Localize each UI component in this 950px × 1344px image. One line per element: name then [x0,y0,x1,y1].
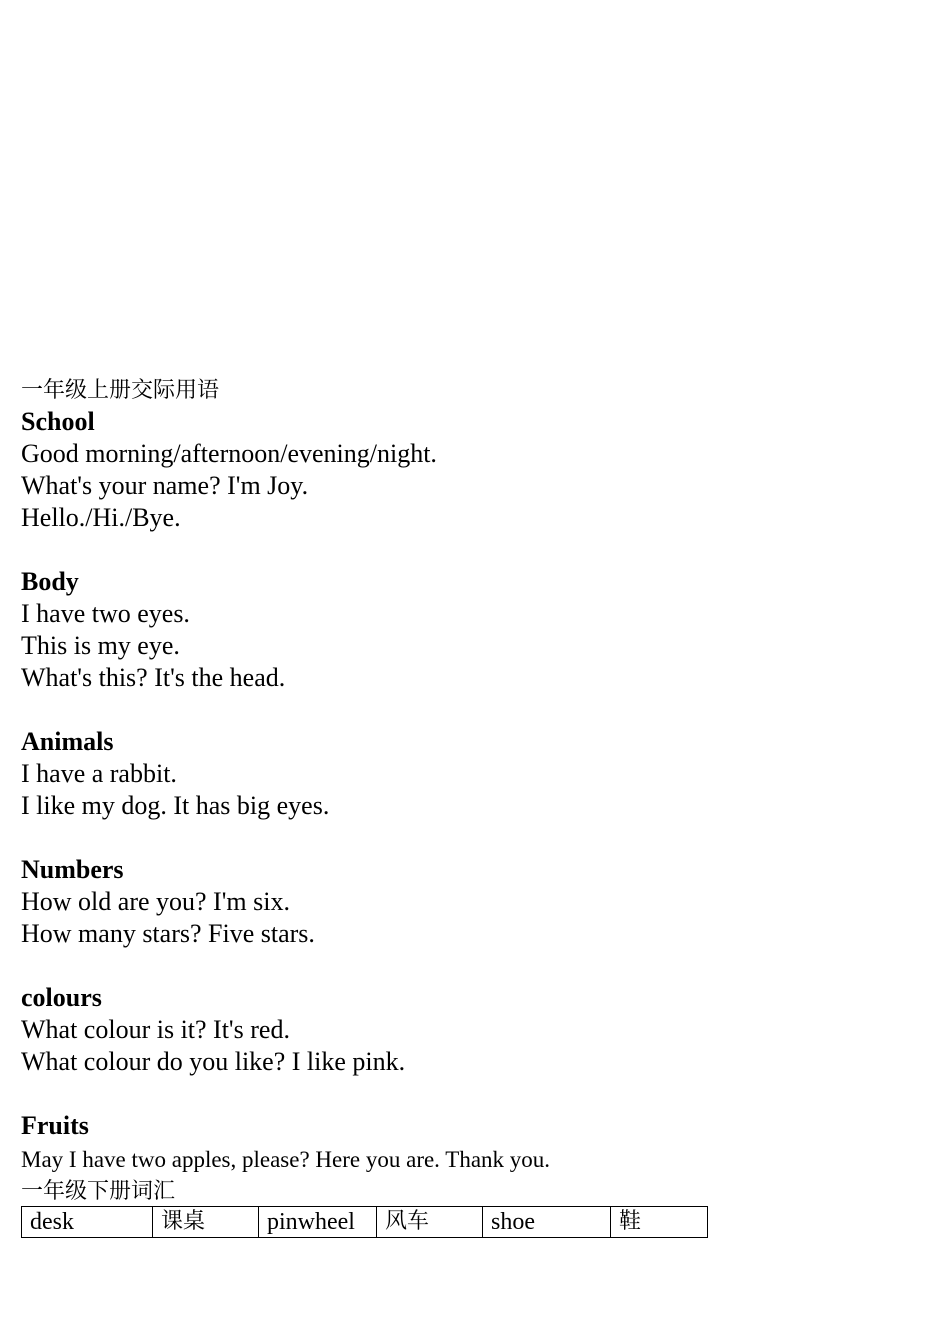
section-heading: School [21,407,95,436]
section-school [21,406,921,534]
phrase-line: Hello./Hi./Bye. [21,503,181,532]
table-cell-english: desk [22,1207,153,1238]
section-body [21,566,921,694]
phrase-line: What colour is it? It's red. [21,1015,290,1044]
section-colours [21,982,921,1078]
section-numbers [21,854,921,950]
page-title: 一年级上册交际用语 [21,378,220,403]
table-cell-chinese: 风车 [377,1207,483,1238]
blank-line [21,694,921,726]
phrase-line: How many stars? Five stars. [21,919,315,948]
phrase-line: I have two eyes. [21,599,190,628]
table-cell-english: shoe [483,1207,611,1238]
blank-line [21,534,921,566]
phrase-line: May I have two apples, please? Here you are. Thank you. [21,1147,551,1172]
phrase-line: Good morning/afternoon/evening/night. [21,439,437,468]
blank-line [21,1078,921,1110]
phrase-line: This is my eye. [21,631,180,660]
phrase-line: How old are you? I'm six. [21,887,290,916]
phrase-line: What colour do you like? I like pink. [21,1047,406,1076]
phrase-line: I like my dog. It has big eyes. [21,791,330,820]
blank-line [21,950,921,982]
table-cell-chinese: 鞋 [611,1207,708,1238]
section-heading: Animals [21,727,114,756]
phrase-line: What's this? It's the head. [21,663,286,692]
section-fruits [21,1110,921,1174]
section-heading: colours [21,983,102,1012]
table-cell-chinese: 课桌 [153,1207,259,1238]
section-heading: Fruits [21,1111,89,1140]
vocab-table [21,1206,708,1238]
phrase-line: What's your name? I'm Joy. [21,471,309,500]
section-heading: Numbers [21,855,124,884]
table-cell-english: pinwheel [259,1207,377,1238]
document-body [21,376,921,1238]
table-row [22,1207,708,1238]
phrase-line: I have a rabbit. [21,759,177,788]
section-heading: Body [21,567,79,596]
blank-line [21,822,921,854]
section-animals [21,726,921,822]
vocab-title: 一年级下册词汇 [21,1179,176,1204]
